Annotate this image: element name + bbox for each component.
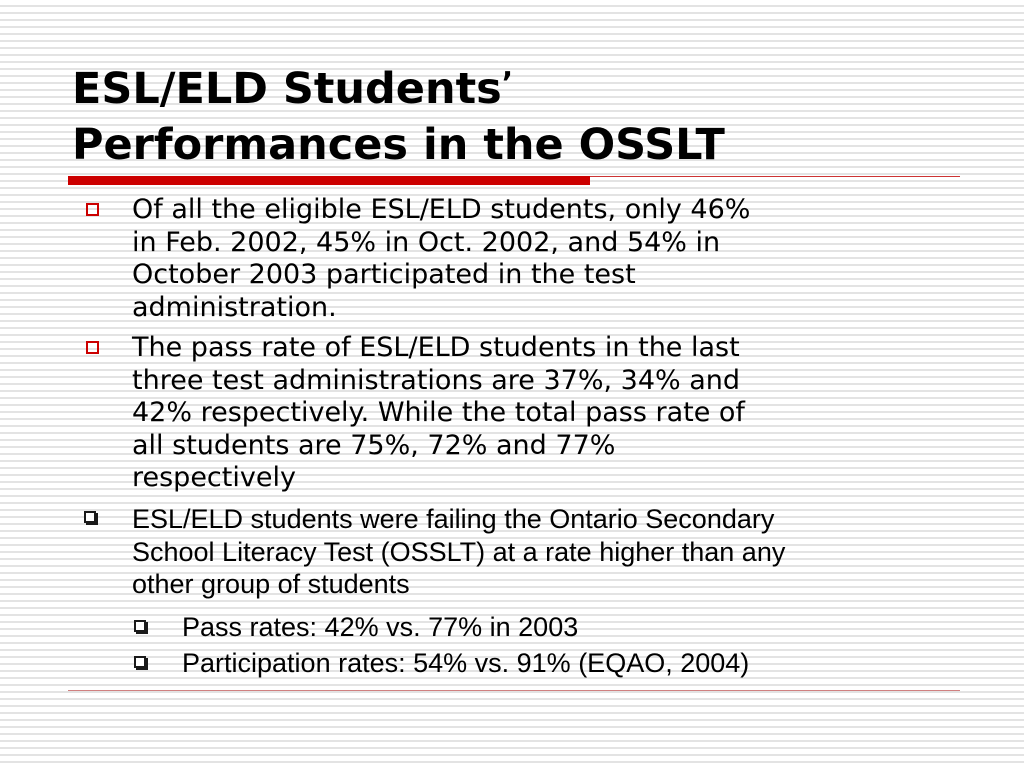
slide-title xyxy=(72,56,952,173)
bullet-2-line-4: all students are 75%, 72% and 77% xyxy=(132,429,616,461)
shadowed-square-bullet-icon xyxy=(134,656,146,668)
sub-bullet-2-text: Participation rates: 54% vs. 91% (EQAO, 2004) xyxy=(182,648,750,678)
bullet-3-line-2: School Literacy Test (OSSLT) at a rate higher than any xyxy=(132,536,786,567)
bullet-item-3 xyxy=(132,503,962,601)
shadowed-square-bullet-icon xyxy=(84,511,96,523)
hollow-square-bullet-icon xyxy=(86,341,99,354)
title-underline-thick xyxy=(68,176,590,185)
bottom-divider xyxy=(68,690,960,691)
title-underline-thin xyxy=(590,176,960,177)
slide-title-line-2: Performances in the OSSLT xyxy=(72,120,725,170)
sub-bullet-item-1 xyxy=(182,611,952,644)
bullet-1-line-4: administration. xyxy=(132,291,337,323)
bullet-2-line-1: The pass rate of ESL/ELD students in the last xyxy=(132,332,740,363)
bullet-item-1 xyxy=(132,194,952,324)
bullet-1-line-3: October 2003 participated in the test xyxy=(132,259,636,290)
shadowed-square-bullet-icon xyxy=(134,620,146,632)
bullet-1-line-2: in Feb. 2002, 45% in Oct. 2002, and 54% in xyxy=(132,226,721,258)
slide-title-line-1 xyxy=(72,56,952,117)
bullet-item-2 xyxy=(132,332,952,495)
sub-bullet-item-2 xyxy=(182,647,952,680)
bullet-3-line-3: other group of students xyxy=(132,569,410,599)
bullet-2-line-2: three test administrations are 37%, 34% and xyxy=(132,364,741,396)
bullet-2-line-5: respectively xyxy=(132,462,296,493)
bullet-2-line-3: 42% respectively. While the total pass rate of xyxy=(132,397,745,428)
bullet-1-line-1: Of all the eligible ESL/ELD students, only 46% xyxy=(132,194,751,225)
bullet-3-line-1: ESL/ELD students were failing the Ontario Secondary xyxy=(132,504,775,534)
slide-title-line-1-text: ESL/ELD Students xyxy=(72,64,502,114)
title-apostrophe: ’ xyxy=(501,66,514,101)
hollow-square-bullet-icon xyxy=(86,203,99,216)
sub-bullet-1-text: Pass rates: 42% vs. 77% in 2003 xyxy=(182,612,579,642)
